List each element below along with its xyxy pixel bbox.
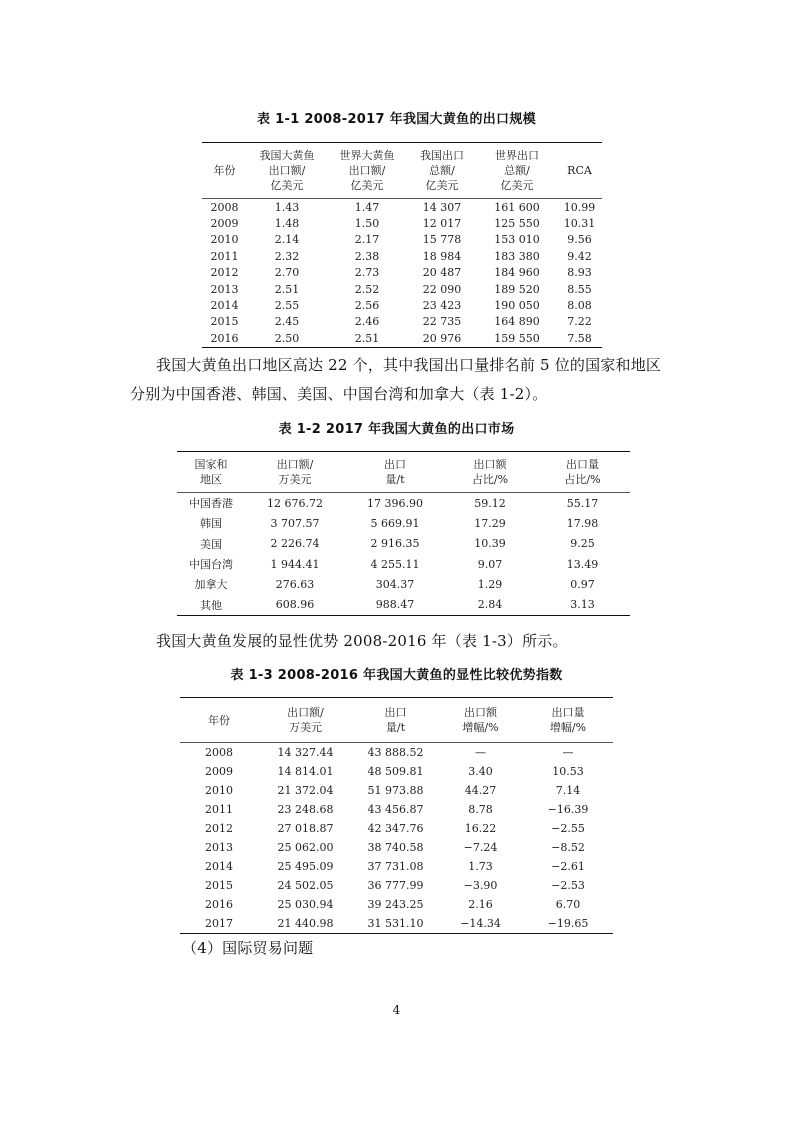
column-header-line: 量/t bbox=[385, 721, 406, 734]
column-header-line: 出口量 bbox=[566, 458, 599, 471]
table-row bbox=[177, 493, 630, 514]
table-row bbox=[177, 513, 630, 533]
column-header-line: 出口 bbox=[384, 706, 407, 719]
table-cell: 1.47 bbox=[354, 200, 380, 214]
column-header bbox=[247, 143, 327, 199]
table-cell: 39 243.25 bbox=[367, 898, 424, 911]
table-row bbox=[177, 554, 630, 574]
column-header bbox=[258, 698, 353, 743]
column-header-line: 总额/ bbox=[429, 164, 455, 177]
table-export-markets bbox=[177, 451, 630, 616]
table-cell: 2.38 bbox=[354, 249, 380, 263]
table-cell: 2010 bbox=[205, 784, 233, 797]
column-header bbox=[477, 143, 557, 199]
table-cell: 2017 bbox=[180, 914, 258, 934]
table-cell: 2.32 bbox=[274, 249, 300, 263]
table-cell: 8.55 bbox=[567, 282, 592, 296]
table-cell: 2.45 bbox=[274, 315, 300, 329]
table-cell: 2.17 bbox=[354, 233, 380, 247]
table3-caption: 表 1-3 2008-2016 年我国大黄鱼的显性比较优势指数 bbox=[230, 668, 563, 683]
table-cell: 2.70 bbox=[274, 266, 300, 280]
table-cell: 3.13 bbox=[535, 594, 630, 615]
column-header bbox=[327, 143, 407, 199]
column-header-line: 出口额/ bbox=[268, 164, 306, 177]
table-cell: 2016 bbox=[202, 330, 247, 347]
column-header-line: 量/t bbox=[385, 473, 405, 486]
table-cell: 2.55 bbox=[274, 299, 300, 313]
table-cell: 31 531.10 bbox=[353, 914, 438, 934]
table-cell: 1 944.41 bbox=[270, 557, 320, 571]
table-cell: — bbox=[475, 746, 486, 759]
table-cell: 13.49 bbox=[566, 557, 599, 571]
column-header-line: 增幅/% bbox=[462, 721, 499, 734]
column-header-line: 出口额/ bbox=[348, 164, 386, 177]
column-header-line: 万美元 bbox=[289, 721, 322, 734]
column-header bbox=[407, 143, 477, 199]
table-cell: −2.55 bbox=[551, 822, 585, 835]
table-cell: 17.29 bbox=[474, 516, 506, 530]
column-header bbox=[523, 698, 613, 743]
column-header-line: 亿美元 bbox=[350, 179, 384, 192]
table-cell: 其他 bbox=[177, 594, 245, 615]
table-row bbox=[177, 534, 630, 554]
table-cell: 25 030.94 bbox=[277, 898, 334, 911]
column-header-line: 出口额 bbox=[464, 706, 497, 719]
table-cell: 2.50 bbox=[247, 330, 327, 347]
table-row bbox=[180, 800, 613, 819]
table-row bbox=[202, 248, 602, 264]
table-cell: 2.14 bbox=[274, 233, 300, 247]
table-cell: 20 976 bbox=[407, 330, 477, 347]
table-cell: 2.73 bbox=[354, 266, 380, 280]
table-cell: 43 888.52 bbox=[367, 746, 424, 759]
table-header-row bbox=[177, 452, 630, 493]
column-header-line: 地区 bbox=[200, 473, 222, 486]
table-cell: 1.43 bbox=[274, 200, 300, 214]
table-row bbox=[202, 297, 602, 313]
column-header-line: 世界出口 bbox=[495, 149, 539, 162]
table-cell: 2008 bbox=[205, 746, 233, 759]
table-cell: 0.97 bbox=[570, 577, 595, 591]
table-cell: 25 495.09 bbox=[277, 860, 334, 873]
table-cell: 6.70 bbox=[555, 898, 581, 911]
table-cell: 7.58 bbox=[557, 330, 602, 347]
column-header-line: 亿美元 bbox=[270, 179, 304, 192]
column-header bbox=[535, 452, 630, 493]
table-cell: 14 307 bbox=[422, 200, 462, 214]
table-cell: 2015 bbox=[205, 879, 233, 892]
table-cell: 37 731.08 bbox=[367, 860, 424, 873]
table-cell: 164 890 bbox=[494, 315, 540, 329]
table-cell: −3.90 bbox=[463, 879, 498, 892]
table-cell: 2011 bbox=[210, 249, 239, 263]
paragraph-line: 分别为中国香港、韩国、美国、中国台湾和加拿大（表 1-2）。 bbox=[130, 385, 548, 403]
column-header-line: 出口额/ bbox=[276, 458, 314, 471]
table-cell: 美国 bbox=[200, 537, 222, 551]
table-cell: 2.51 bbox=[274, 282, 300, 296]
table-cell: 153 010 bbox=[494, 233, 540, 247]
table-cell: 2014 bbox=[210, 299, 239, 313]
table-cell: 8.93 bbox=[567, 266, 592, 280]
table-export-scale bbox=[202, 142, 602, 348]
table-row bbox=[180, 876, 613, 895]
table-cell: 2008 bbox=[210, 200, 239, 214]
column-header-line: 增幅/% bbox=[549, 721, 587, 734]
table-cell: 988.47 bbox=[345, 594, 445, 615]
column-header-line: 万美元 bbox=[278, 473, 312, 486]
table-cell: 2.52 bbox=[354, 282, 380, 296]
table-cell: 2.56 bbox=[354, 299, 380, 313]
paragraph-advantage: 我国大黄鱼发展的显性优势 2008-2016 年（表 1-3）所示。 bbox=[156, 632, 568, 650]
table-cell: 17 396.90 bbox=[367, 496, 423, 510]
table-cell: 7.14 bbox=[555, 784, 581, 797]
table-cell: 5 669.91 bbox=[370, 516, 420, 530]
table-cell: 9.07 bbox=[477, 557, 503, 571]
table-cell: 190 050 bbox=[494, 299, 540, 313]
table-cell: 2.46 bbox=[354, 315, 380, 329]
table-cell: 2009 bbox=[205, 765, 233, 778]
column-header-line: 出口额/ bbox=[287, 706, 324, 719]
table-rca-index bbox=[180, 697, 613, 934]
column-header-line: 世界大黄鱼 bbox=[339, 149, 395, 162]
table-cell: 36 777.99 bbox=[367, 879, 424, 892]
table-row bbox=[180, 762, 613, 781]
table-cell: 43 456.87 bbox=[367, 803, 424, 816]
table-cell: 9.42 bbox=[567, 249, 592, 263]
table-cell: 159 550 bbox=[477, 330, 557, 347]
column-header bbox=[445, 452, 535, 493]
table-cell: 1.48 bbox=[274, 217, 300, 231]
table-cell: 42 347.76 bbox=[367, 822, 424, 835]
table-cell: 2011 bbox=[205, 803, 233, 816]
table-cell: 9.56 bbox=[567, 233, 592, 247]
table-cell: 2009 bbox=[210, 217, 239, 231]
table-row bbox=[180, 819, 613, 838]
table-cell: 9.25 bbox=[570, 537, 595, 551]
paragraph-line: 我国大黄鱼出口地区高达 22 个，其中我国出口量排名前 5 位的国家和地区 bbox=[156, 356, 662, 374]
table-cell: 27 018.87 bbox=[277, 822, 334, 835]
table-cell: −2.53 bbox=[551, 879, 585, 892]
table-cell: −16.39 bbox=[547, 803, 589, 816]
column-header-line: 年份 bbox=[213, 164, 236, 177]
table-cell: 1.50 bbox=[354, 217, 380, 231]
table-cell: 10.31 bbox=[563, 217, 596, 231]
table-cell: 304.37 bbox=[375, 577, 415, 591]
table-cell: 24 502.05 bbox=[277, 879, 334, 892]
table-cell: 2013 bbox=[205, 841, 233, 854]
table-cell: 1.29 bbox=[477, 577, 503, 591]
column-header-line: 国家和 bbox=[194, 458, 228, 471]
table-row bbox=[202, 215, 602, 231]
table-cell: 12 017 bbox=[422, 217, 462, 231]
table-cell: 中国台湾 bbox=[189, 558, 233, 572]
table-cell: 161 600 bbox=[494, 200, 540, 214]
table-row bbox=[180, 838, 613, 857]
table-cell: 184 960 bbox=[494, 266, 540, 280]
table-cell: 2.16 bbox=[468, 898, 493, 911]
table-cell: 21 440.98 bbox=[258, 914, 353, 934]
table-cell: 125 550 bbox=[494, 217, 540, 231]
column-header-line: 出口额 bbox=[473, 458, 507, 471]
table-cell: 2.84 bbox=[445, 594, 535, 615]
table-cell: 51 973.88 bbox=[367, 784, 424, 797]
table-row bbox=[180, 781, 613, 800]
table-cell: 2015 bbox=[210, 315, 239, 329]
column-header-line: RCA bbox=[567, 164, 592, 177]
table-cell: 2016 bbox=[205, 898, 233, 911]
column-header bbox=[353, 698, 438, 743]
column-header-line: 亿美元 bbox=[425, 179, 459, 192]
table-header-row bbox=[180, 698, 613, 743]
column-header bbox=[345, 452, 445, 493]
table-cell: 12 676.72 bbox=[267, 496, 323, 510]
table-cell: — bbox=[562, 746, 574, 759]
table-cell: 2013 bbox=[210, 282, 239, 296]
table1-caption: 表 1-1 2008-2017 年我国大黄鱼的出口规模 bbox=[257, 112, 536, 127]
section-heading-international-trade: （4）国际贸易问题 bbox=[182, 939, 314, 957]
table-row bbox=[180, 743, 613, 763]
column-header bbox=[180, 698, 258, 743]
table-cell: 4 255.11 bbox=[370, 557, 420, 571]
table-cell: 21 372.04 bbox=[277, 784, 334, 797]
paragraph-export-regions bbox=[130, 351, 690, 409]
column-header-line: 占比/% bbox=[471, 473, 509, 486]
table-cell: 2014 bbox=[205, 860, 233, 873]
table-cell: −19.65 bbox=[523, 914, 613, 934]
table-cell: 22 735 bbox=[422, 315, 462, 329]
table-row bbox=[180, 895, 613, 914]
table-cell: 14 327.44 bbox=[277, 746, 334, 759]
column-header-line: 出口量 bbox=[551, 706, 585, 719]
column-header-line: 亿美元 bbox=[500, 179, 534, 192]
table-cell: 44.27 bbox=[464, 784, 497, 797]
table-cell: 38 740.58 bbox=[367, 841, 424, 854]
column-header-line: 总额/ bbox=[504, 164, 530, 177]
table-cell: −14.34 bbox=[438, 914, 523, 934]
table-cell: 2012 bbox=[210, 266, 239, 280]
table-cell: −7.24 bbox=[463, 841, 498, 854]
table-cell: 189 520 bbox=[494, 282, 540, 296]
table-cell: 59.12 bbox=[474, 496, 506, 510]
column-header-line: 出口 bbox=[384, 458, 406, 471]
table-row bbox=[180, 914, 613, 934]
table-cell: 23 423 bbox=[422, 299, 462, 313]
table-cell: 25 062.00 bbox=[277, 841, 334, 854]
table2-caption: 表 1-2 2017 年我国大黄鱼的出口市场 bbox=[278, 422, 515, 437]
table-cell: 23 248.68 bbox=[277, 803, 334, 816]
table-row bbox=[177, 594, 630, 615]
table-cell: 2 226.74 bbox=[270, 537, 320, 551]
table-cell: 608.96 bbox=[245, 594, 345, 615]
table-cell: 276.63 bbox=[275, 577, 315, 591]
table-cell: 2012 bbox=[205, 822, 233, 835]
table-header-row bbox=[202, 143, 602, 199]
table-cell: 17.98 bbox=[566, 516, 599, 530]
column-header-line: 我国大黄鱼 bbox=[259, 149, 315, 162]
table-row bbox=[202, 330, 602, 347]
table-cell: 20 487 bbox=[422, 266, 462, 280]
table-cell: 55.17 bbox=[566, 496, 599, 510]
column-header-line: 占比/% bbox=[564, 473, 601, 486]
table-cell: 2.51 bbox=[327, 330, 407, 347]
table-cell: 3.40 bbox=[468, 765, 493, 778]
column-header bbox=[245, 452, 345, 493]
column-header bbox=[438, 698, 523, 743]
table-row bbox=[202, 265, 602, 281]
table-cell: 2010 bbox=[210, 233, 239, 247]
table-cell: 18 984 bbox=[422, 249, 462, 263]
table-cell: 1.73 bbox=[468, 860, 493, 873]
table-cell: 7.22 bbox=[567, 315, 592, 329]
table-cell: −2.61 bbox=[551, 860, 585, 873]
table-cell: 14 814.01 bbox=[277, 765, 334, 778]
table-cell: 10.39 bbox=[474, 537, 506, 551]
table-row bbox=[202, 232, 602, 248]
column-header-line: 我国出口 bbox=[420, 149, 464, 162]
table-cell: 加拿大 bbox=[194, 578, 228, 592]
table-row bbox=[177, 574, 630, 594]
column-header bbox=[202, 143, 247, 199]
table-cell: 中国香港 bbox=[189, 497, 233, 511]
table-cell: 22 090 bbox=[422, 282, 462, 296]
table-cell: 10.99 bbox=[563, 200, 596, 214]
table-cell: 韩国 bbox=[200, 517, 222, 531]
column-header bbox=[177, 452, 245, 493]
column-header-line: 年份 bbox=[208, 713, 230, 727]
table-row bbox=[202, 199, 602, 216]
column-header bbox=[557, 143, 602, 199]
page-number: 4 bbox=[392, 1003, 401, 1017]
table-row bbox=[180, 857, 613, 876]
table-cell: −8.52 bbox=[551, 841, 585, 854]
table-cell: 15 778 bbox=[422, 233, 462, 247]
table-row bbox=[202, 281, 602, 297]
table-cell: 10.53 bbox=[552, 765, 584, 778]
table-cell: 3 707.57 bbox=[270, 516, 320, 530]
table-cell: 2 916.35 bbox=[370, 537, 420, 551]
table-cell: 48 509.81 bbox=[367, 765, 424, 778]
table-cell: 8.78 bbox=[468, 803, 493, 816]
table-cell: 8.08 bbox=[567, 299, 592, 313]
table-cell: 16.22 bbox=[464, 822, 497, 835]
table-row bbox=[202, 314, 602, 330]
table-cell: 183 380 bbox=[494, 249, 540, 263]
